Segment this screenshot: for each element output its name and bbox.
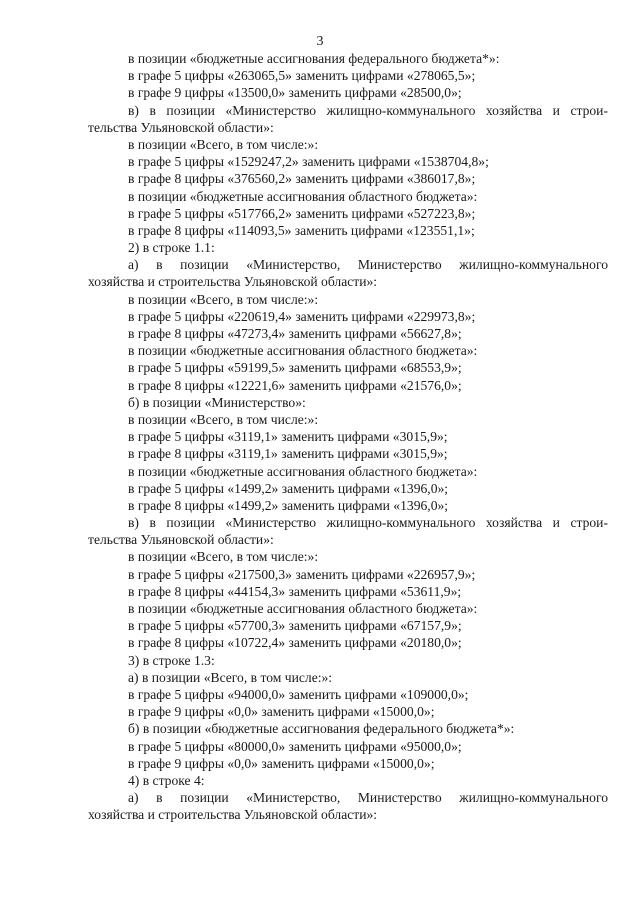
text-line: в графе 8 цифры «12221,6» заменить цифрами «21576,0»; bbox=[128, 377, 462, 393]
text-line: а) в позиции «Всего, в том числе:»: bbox=[128, 669, 333, 685]
text-line: в графе 5 цифры «263065,5» заменить цифрами «278065,5»; bbox=[128, 68, 476, 84]
page-number: 3 bbox=[316, 34, 324, 49]
text-line: в графе 5 цифры «59199,5» заменить цифрами «68553,9»; bbox=[128, 360, 462, 376]
text-line: в позиции «Всего, в том числе:»: bbox=[128, 411, 319, 427]
text-line: в графе 5 цифры «217500,3» заменить цифрами «226957,9»; bbox=[128, 566, 476, 582]
text-line: в графе 8 цифры «44154,3» заменить цифрами «53611,9»; bbox=[128, 583, 462, 599]
text-line: 2) в строке 1.1: bbox=[128, 240, 215, 256]
text-line: в графе 8 цифры «47273,4» заменить цифрами «56627,8»; bbox=[128, 326, 462, 341]
text-line: в позиции «бюджетные ассигнования областного бюджета»: bbox=[128, 343, 478, 359]
text-line: в) в позиции «Министерство жилищно-коммунального хозяйства и строи- bbox=[128, 102, 608, 118]
text-line: в графе 5 цифры «1529247,2» заменить цифрами «1538704,8»; bbox=[128, 154, 489, 170]
text-line: в позиции «бюджетные ассигнования областного бюджета»: bbox=[128, 601, 478, 616]
text-line: 4) в строке 4: bbox=[128, 772, 205, 788]
text-line: тельства Ульяновской области»: bbox=[88, 119, 274, 135]
text-line: 3) в строке 1.3: bbox=[128, 652, 215, 668]
text-line: в графе 5 цифры «80000,0» заменить цифрами «95000,0»; bbox=[128, 738, 462, 754]
text-line: в графе 9 цифры «13500,0» заменить цифрами «28500,0»; bbox=[128, 85, 462, 101]
text-line: хозяйства и строительства Ульяновской области»: bbox=[88, 807, 378, 823]
text-line: б) в позиции «бюджетные ассигнования федерального бюджета*»: bbox=[128, 721, 515, 737]
text-line: в графе 5 цифры «1499,2» заменить цифрами «1396,0»; bbox=[128, 480, 449, 496]
text-line: в позиции «Всего, в том числе:»: bbox=[128, 136, 319, 152]
text-line: в графе 5 цифры «517766,2» заменить цифрами «527223,8»; bbox=[128, 205, 476, 221]
text-line: в графе 5 цифры «3119,1» заменить цифрами «3015,9»; bbox=[128, 429, 448, 445]
text-line: тельства Ульяновской области»: bbox=[88, 532, 274, 548]
text-line: в графе 8 цифры «376560,2» заменить цифрами «386017,8»; bbox=[128, 171, 476, 187]
text-line: в позиции «бюджетные ассигнования областного бюджета»: bbox=[128, 188, 478, 204]
text-line: в графе 5 цифры «220619,4» заменить цифрами «229973,8»; bbox=[128, 308, 476, 324]
text-line: б) в позиции «Министерство»: bbox=[128, 394, 306, 410]
text-line: в графе 8 цифры «114093,5» заменить цифрами «123551,1»; bbox=[128, 222, 475, 238]
text-line: в) в позиции «Министерство жилищно-коммунального хозяйства и строи- bbox=[128, 515, 608, 531]
text-line: хозяйства и строительства Ульяновской области»: bbox=[88, 274, 378, 290]
text-line: в графе 5 цифры «94000,0» заменить цифрами «109000,0»; bbox=[128, 686, 469, 702]
text-line: в позиции «бюджетные ассигнования областного бюджета»: bbox=[128, 463, 478, 479]
text-line: а) в позиции «Министерство, Министерство жилищно-коммунального bbox=[128, 790, 608, 806]
text-line: в графе 9 цифры «0,0» заменить цифрами «15000,0»; bbox=[128, 704, 435, 720]
text-line: в графе 5 цифры «57700,3» заменить цифрами «67157,9»; bbox=[128, 618, 462, 634]
text-line: в графе 8 цифры «1499,2» заменить цифрами «1396,0»; bbox=[128, 497, 449, 513]
text-line: в позиции «Всего, в том числе:»: bbox=[128, 291, 319, 307]
text-line: в позиции «Всего, в том числе:»: bbox=[128, 549, 319, 565]
text-line: в графе 8 цифры «3119,1» заменить цифрами «3015,9»; bbox=[128, 446, 448, 462]
text-line: в графе 9 цифры «0,0» заменить цифрами «15000,0»; bbox=[128, 755, 435, 771]
text-line: в позиции «бюджетные ассигнования федерального бюджета*»: bbox=[128, 51, 500, 66]
document-body bbox=[88, 50, 608, 823]
text-line: а) в позиции «Министерство, Министерство жилищно-коммунального bbox=[128, 257, 608, 273]
text-line: в графе 8 цифры «10722,4» заменить цифрами «20180,0»; bbox=[128, 635, 462, 651]
